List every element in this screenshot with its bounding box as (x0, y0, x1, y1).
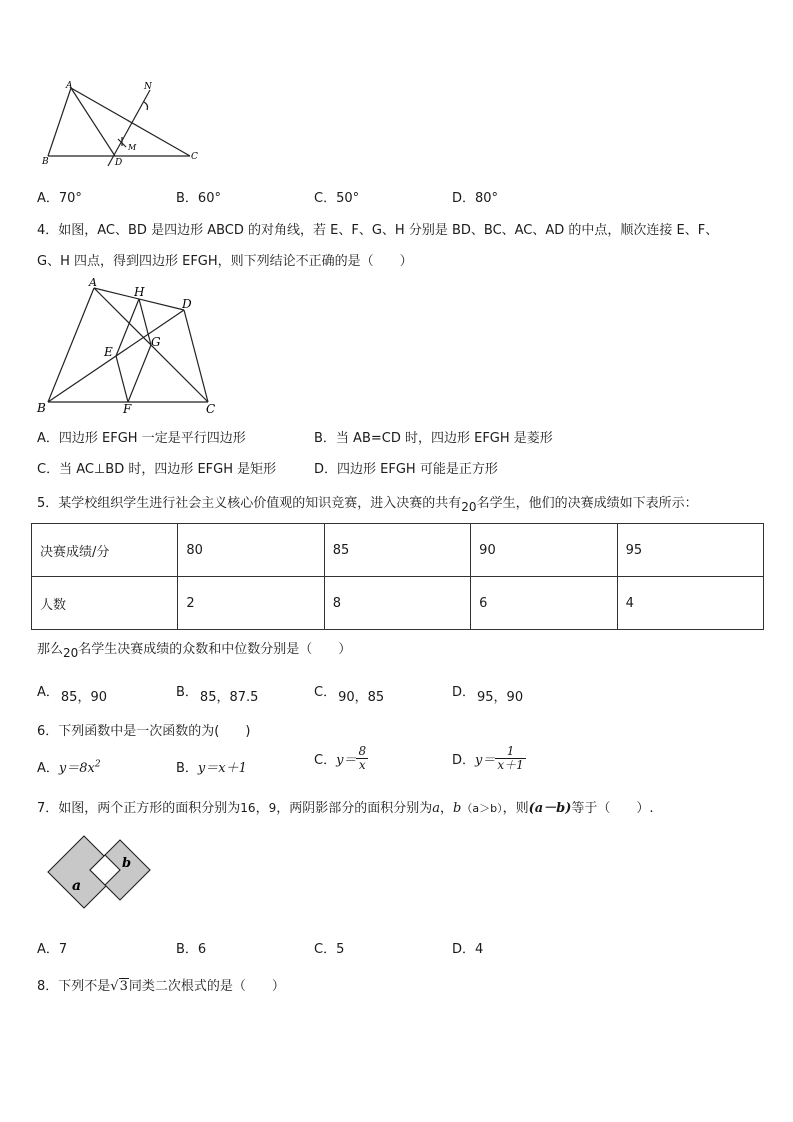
q4-label-d: D (182, 297, 192, 311)
q5-question-before: 那么 (37, 642, 64, 657)
q7-stem (37, 797, 654, 816)
q6-option-c (314, 745, 368, 772)
q6-option-a (37, 757, 101, 776)
q3-label-n: N (144, 82, 152, 92)
q7-option-b: B．6 (176, 942, 207, 957)
q5-option-d (452, 681, 524, 705)
q4-label-f: F (123, 402, 132, 416)
q5-stem (37, 492, 698, 514)
q7-figure (44, 830, 156, 918)
q7-separator: ， (440, 801, 454, 816)
q5-stem-before: 5．某学校组织学生进行社会主义核心价值观的知识竞赛，进入决赛的共有 (37, 496, 462, 511)
fraction-numerator: 8 (358, 744, 367, 758)
q4-option-b: B．当 AB=CD 时，四边形 EFGH 是菱形 (314, 431, 553, 446)
option-expression: y＝ (475, 753, 496, 769)
q7-condition: （a＞b） (461, 802, 503, 815)
option-letter: C． (314, 685, 337, 700)
q7-area-2: 9 (268, 801, 277, 815)
q5-score-table (31, 523, 764, 630)
q6-option-d (452, 745, 526, 772)
q7-label-b: b (122, 856, 132, 871)
q5-stem-after: 名学生，他们的决赛成绩如下表所示： (476, 496, 698, 511)
table-cell: 90 (471, 524, 617, 577)
q7-stem-part3: ，则 (502, 801, 529, 816)
q7-expression: (a－b) (528, 801, 572, 816)
q5-question (37, 638, 352, 660)
q7-separator: ， (255, 801, 269, 816)
q4-label-c: C (206, 402, 216, 416)
q7-stem-part4: 等于（ ）. (571, 801, 654, 816)
sqrt-expression: √3 (110, 979, 128, 994)
table-cell: 2 (178, 577, 324, 630)
q4-stem-line1: 4．如图，AC、BD 是四边形 ABCD 的对角线，若 E、F、G、H 分别是 BD、BC、AC、AD 的中点，顺次连接 E、F、 (37, 223, 719, 238)
q5-option-c (314, 681, 385, 705)
fraction-denominator: x (358, 758, 366, 773)
q6-option-b (176, 757, 247, 776)
q3-label-m: M (128, 143, 137, 152)
option-expression: y＝x＋1 (197, 761, 247, 776)
option-letter: A． (37, 685, 59, 700)
q5-stem-number: 20 (461, 500, 477, 514)
option-letter: C． (314, 753, 337, 769)
q6-stem: 6．下列函数中是一次函数的为( ) (37, 724, 251, 739)
q3-label-a: A (66, 81, 73, 91)
q7-option-c: C．5 (314, 942, 345, 957)
option-expression: y＝8x (58, 761, 95, 776)
q4-label-g: G (151, 335, 161, 349)
option-value: 85，90 (60, 690, 107, 705)
fraction-denominator: x＋1 (497, 758, 524, 773)
q5-question-after: 名学生决赛成绩的众数和中位数分别是（ ） (78, 642, 352, 657)
table-cell: 4 (617, 577, 763, 630)
q4-label-b: B (37, 401, 46, 415)
q3-label-c: C (191, 152, 198, 162)
q4-option-c: C．当 AC⊥BD 时，四边形 EFGH 是矩形 (37, 462, 277, 477)
table-cell: 85 (324, 524, 470, 577)
option-value: 90，85 (338, 690, 385, 705)
q4-label-a: A (89, 276, 97, 289)
table-cell: 80 (178, 524, 324, 577)
option-letter: D． (452, 685, 476, 700)
q8-stem (37, 975, 285, 994)
q8-stem-after: 同类二次根式的是（ ） (128, 979, 285, 994)
q7-label-a: a (72, 878, 82, 894)
option-letter: B． (176, 761, 198, 776)
table-cell: 95 (617, 524, 763, 577)
table-cell: 人数 (32, 577, 178, 630)
option-expression: y＝ (336, 753, 357, 769)
q4-option-d: D．四边形 EFGH 可能是正方形 (314, 462, 498, 477)
option-letter: D． (452, 753, 476, 769)
q4-stem-line2: G、H 四点，得到四边形 EFGH，则下列结论不正确的是（ ） (37, 254, 413, 269)
q3-option-d: D．80° (452, 191, 499, 206)
option-value: 85，87.5 (199, 690, 259, 705)
q7-var-b: b (453, 801, 462, 816)
q7-area-1: 16 (240, 801, 256, 815)
option-value: 95，90 (477, 690, 524, 705)
q7-stem-part2: ，两阴影部分的面积分别为 (276, 801, 433, 816)
q3-figure (38, 80, 208, 170)
q4-label-h: H (134, 285, 145, 299)
table-cell: 8 (324, 577, 470, 630)
option-fraction (495, 745, 525, 772)
q3-option-a: A．70° (37, 191, 82, 206)
table-row (32, 577, 764, 630)
q4-label-e: E (104, 345, 113, 359)
table-cell: 6 (471, 577, 617, 630)
q4-option-a: A．四边形 EFGH 一定是平行四边形 (37, 431, 246, 446)
q3-option-b: B．60° (176, 191, 221, 206)
q7-stem-part1: 7．如图，两个正方形的面积分别为 (37, 801, 241, 816)
q5-option-a (37, 681, 107, 705)
q5-question-number: 20 (63, 646, 79, 660)
sqrt-radicand: 3 (119, 979, 128, 994)
option-fraction (356, 745, 368, 772)
q7-var-a: a (432, 801, 440, 816)
q3-label-b: B (42, 157, 49, 167)
q5-option-b (176, 681, 259, 705)
q4-figure (32, 276, 232, 418)
option-exponent: 2 (94, 759, 101, 770)
q8-stem-before: 8．下列不是 (37, 979, 111, 994)
q7-option-a: A．7 (37, 942, 68, 957)
q3-option-c: C．50° (314, 191, 360, 206)
table-row (32, 524, 764, 577)
option-letter: B． (176, 685, 198, 700)
q3-label-d: D (115, 158, 123, 168)
fraction-numerator: 1 (495, 745, 525, 759)
option-letter: A． (37, 761, 59, 776)
q7-option-d: D．4 (452, 942, 484, 957)
table-cell: 决赛成绩/分 (32, 524, 178, 577)
